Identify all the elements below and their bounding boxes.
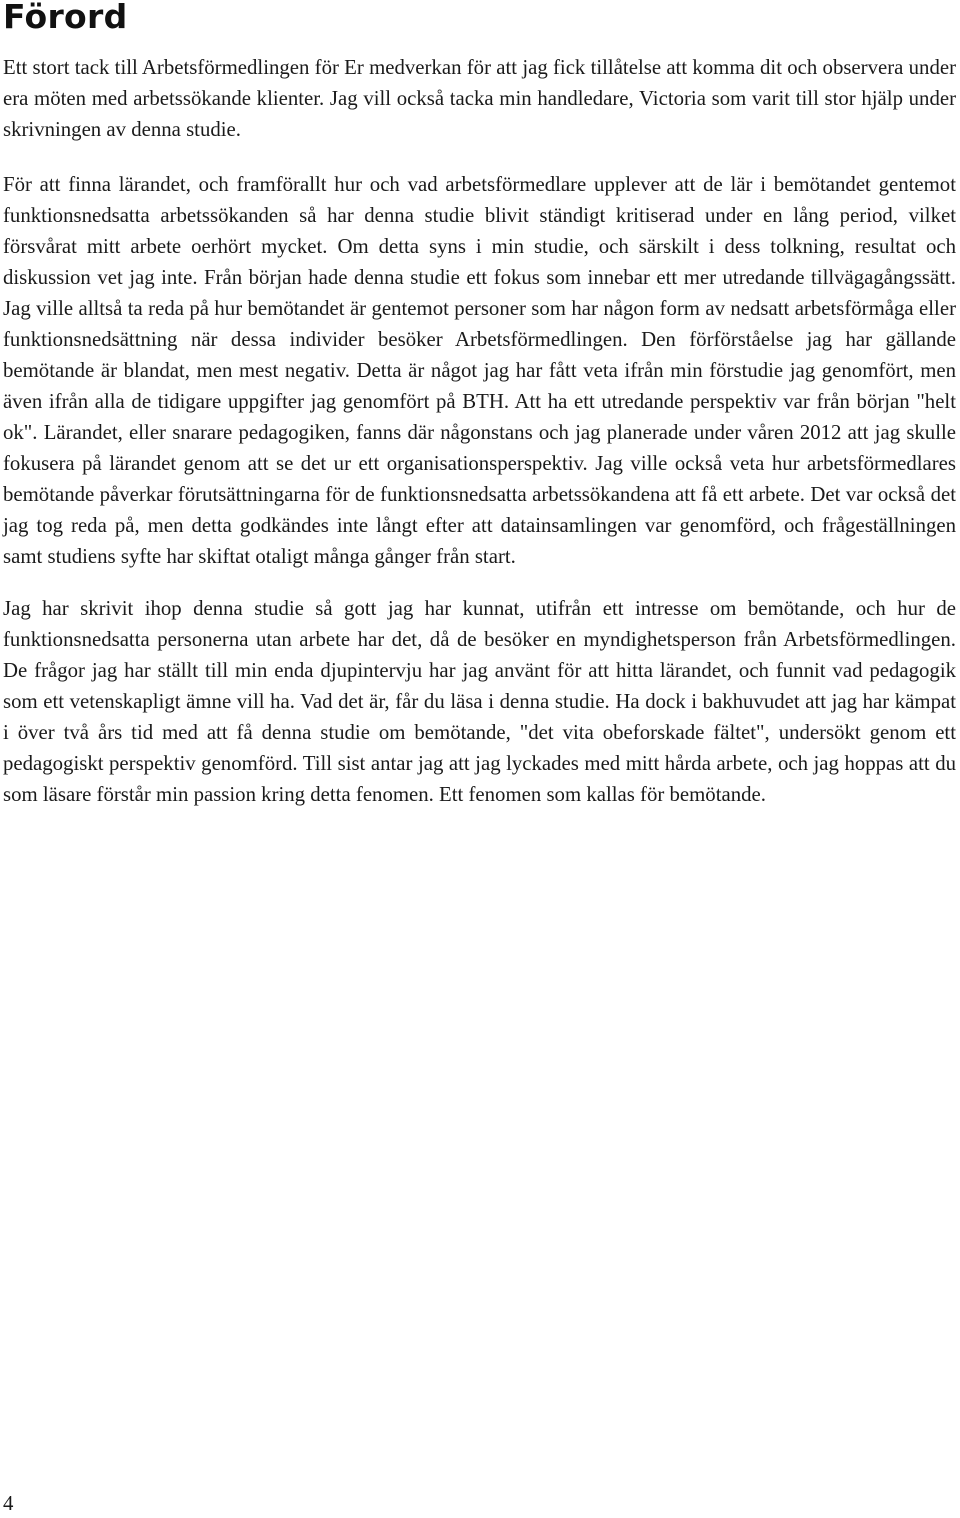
paragraph-study-background: För att finna lärandet, och framförallt hur och vad arbetsförmedlare upplever att de lär i bemötandet gentemot funktionsnedsatta arbetssökanden så har denna studie blivit ständigt kritiserad under en lång period, vilket försvårat mitt arbete oerhört mycket. Om detta syns i min studie, och särskilt i dess tolkning, resultat och diskussion vet jag inte. Från början hade denna studie ett fokus som innebar ett mer utredande tillvägagångssätt. Jag ville alltså ta reda på hur bemötandet är gentemot personer som har någon form av nedsatt arbetsförmåga eller funktionsnedsättning när dessa individer besöker Arbetsförmedlingen. Den förförståelse jag har gällande bemötande är blandat, men mest negativ. Detta är något jag har fått veta ifrån min förstudie jag genomfört, men även ifrån alla de tidigare uppgifter jag genomfört på BTH. Att ha ett utredande perspektiv var från början "helt ok". Lärandet, eller snarare pedagogiken, fanns där någonstans och jag planerade under våren 2012 att jag skulle fokusera på lärandet genom att se det ur ett organisationsperspektiv. Jag ville också veta hur arbetsförmedlares bemötande påverkar förutsättningarna för de funktionsnedsatta arbetssökandena att få ett arbete. Det var också det jag tog reda på, men detta godkändes inte långt efter att datainsamlingen var genomförd, och frågeställningen samt studiens syfte har skiftat otaligt många gånger från start. [3, 173, 956, 568]
page-title: Förord [3, 0, 128, 36]
paragraph-closing: Jag har skrivit ihop denna studie så gott jag har kunnat, utifrån ett intresse om bemötande, och hur de funktionsnedsatta personerna utan arbete har det, då de besöker en myndighetsperson från Arbetsförmedlingen. De frågor jag har ställt till min enda djupintervju har jag använt för att hitta lärandet, och funnit vad pedagogik som ett vetenskapligt ämne vill ha. Vad det är, får du läsa i denna studie. Ha dock i bakhuvudet att jag har kämpat i över två års tid med att få denna studie om bemötande, "det vita obeforskade fältet", undersökt genom ett pedagogiskt perspektiv genomförd. Till sist antar jag att jag lyckades med mitt hårda arbete, och jag hoppas att du som läsare förstår min passion kring detta fenomen. Ett fenomen som kallas för bemötande. [3, 597, 956, 806]
paragraph-acknowledgement: Ett stort tack till Arbetsförmedlingen för Er medverkan för att jag fick tillåtelse att komma dit och observera under era möten med arbetssökande klienter. Jag vill också tacka min handledare, Victoria som varit till stor hjälp under skrivningen av denna studie. [3, 56, 956, 141]
page-number: 4 [3, 1492, 14, 1515]
